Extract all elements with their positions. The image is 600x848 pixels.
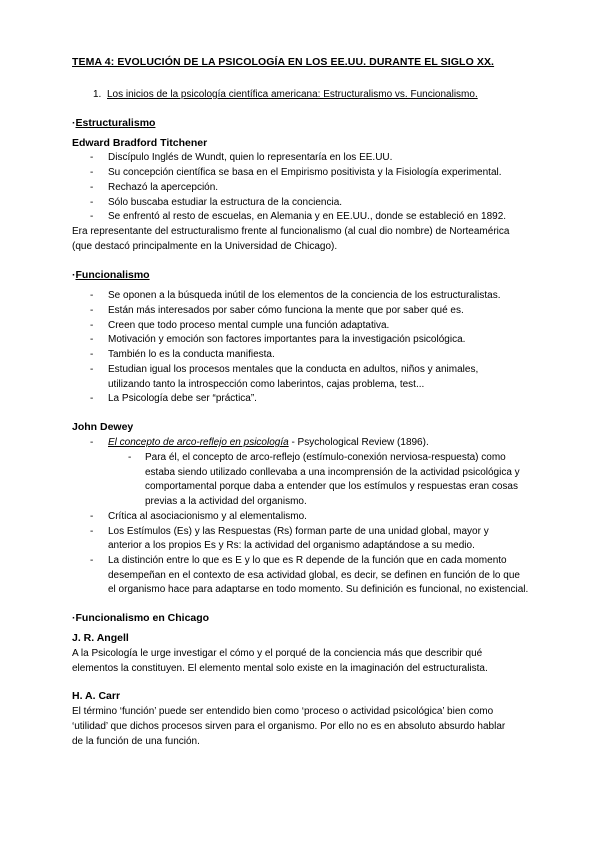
- list-item: También lo es la conducta manifiesta.: [108, 349, 275, 360]
- list-item: Crítica al asociacionismo y al elementalismo.: [108, 511, 307, 522]
- paragraph-line: (que destacó principalmente en la Universidad de Chicago).: [72, 241, 338, 252]
- paragraph-line: de la función de una función.: [72, 736, 200, 747]
- list-number: 1.: [93, 89, 102, 100]
- paragraph-line: A la Psicología le urge investigar el cómo y el porqué de la conciencia más que describir qué: [72, 648, 483, 659]
- sub-list-item-continuation: estaba siendo utilizado conllevaba a una incomprensión de la actividad psicológica y: [145, 467, 520, 478]
- list-item: La Psicología debe ser “práctica”.: [108, 393, 257, 404]
- paragraph-line: ‘utilidad’ que dichos procesos sirven para el organismo. Por ello no es en absoluto absurdo hablar: [72, 721, 506, 732]
- list-item-continuation: el organismo hace para adaptarse en todo momento. Su definición es funcional, no existencial.: [108, 584, 529, 595]
- list-item-continuation: utilizando tanto la introspección como laberintos, cajas problema, test...: [108, 379, 425, 390]
- list-item-continuation: anterior a los propios Es y Rs: la actividad del organismo adaptándose a su medio.: [108, 540, 475, 551]
- section-heading-estructuralismo: ·Estructuralismo: [72, 117, 156, 129]
- section-heading-chicago: ·Funcionalismo en Chicago: [72, 612, 210, 624]
- person-name-titchener: Edward Bradford Titchener: [72, 137, 208, 149]
- list-item: Creen que todo proceso mental cumple una función adaptativa.: [108, 320, 390, 331]
- list-item: Están más interesados por saber cómo funciona la mente que por saber qué es.: [108, 305, 464, 316]
- sub-list-item-continuation: previas a la actividad del organismo.: [145, 496, 307, 507]
- list-item: Los Estímulos (Es) y las Respuestas (Rs) forman parte de una unidad global, mayor y: [108, 526, 489, 537]
- list-item: Se enfrentó al resto de escuelas, en Alemania y en EE.UU., donde se estableció en 1892.: [108, 211, 507, 222]
- numbered-heading: [93, 89, 478, 100]
- list-item-work: El concepto de arco-reflejo en psicología - Psychological Review (1896).: [108, 437, 429, 448]
- numbered-heading-text: Los inicios de la psicología científica americana: Estructuralismo vs. Funcionalismo.: [107, 89, 478, 100]
- section-heading-funcionalismo: ·Funcionalismo: [72, 269, 150, 281]
- sub-list-item: Para él, el concepto de arco-reflejo (estímulo-conexión nerviosa-respuesta) como: [145, 452, 506, 463]
- list-item-continuation: desempeñan en el contexto de esa actividad global, es decir, se definen en función de lo que: [108, 570, 520, 581]
- list-item: Rechazó la apercepción.: [108, 182, 219, 193]
- list-item: Estudian igual los procesos mentales que la conducta en adultos, niños y animales,: [108, 364, 479, 375]
- paragraph-line: El término ‘función’ puede ser entendido bien como ‘proceso o actividad psicológica’ bien como: [72, 706, 494, 717]
- paragraph-line: Era representante del estructuralismo frente al funcionalismo (al cual dio nombre) de Norteamérica: [72, 226, 510, 237]
- list-item: La distinción entre lo que es E y lo que es R depende de la función que en cada momento: [108, 555, 507, 566]
- person-name-angell: J. R. Angell: [72, 632, 129, 644]
- work-title: El concepto de arco-reflejo en psicología: [108, 437, 289, 448]
- list-item: Discípulo Inglés de Wundt, quien lo representaría en los EE.UU.: [108, 152, 393, 163]
- page-title: TEMA 4: EVOLUCIÓN DE LA PSICOLOGÍA EN LOS EE.UU. DURANTE EL SIGLO XX.: [72, 56, 495, 68]
- list-item: Sólo buscaba estudiar la estructura de la conciencia.: [108, 197, 343, 208]
- sub-list-item-continuation: comportamental porque daba a entender que los estímulos y respuestas eran cosas: [145, 481, 518, 492]
- list-item: Su concepción científica se basa en el Empirismo positivista y la Fisiología experimental.: [108, 167, 502, 178]
- list-item: Motivación y emoción son factores importantes para la investigación psicológica.: [108, 334, 466, 345]
- list-item: Se oponen a la búsqueda inútil de los elementos de la conciencia de los estructuralistas.: [108, 290, 501, 301]
- person-name-carr: H. A. Carr: [72, 690, 121, 702]
- paragraph-line: elementos la constituyen. El elemento mental solo existe en la imaginación del estructuralista.: [72, 663, 488, 674]
- document-page: TEMA 4: EVOLUCIÓN DE LA PSICOLOGÍA EN LOS EE.UU. DURANTE EL SIGLO XX. 1. Los inicios de la psicología científica americana: Estructuralismo vs. Funcionalismo. ·Estructuralismo Edward Bradford Titchener - Discípulo Inglés de Wundt, quien lo representaría en los EE.UU. - Su concepción científica se basa en el Empirismo positivista y la Fisiología experimental. - Rechazó la apercepción. - Sólo buscaba estudiar la estructura de la conciencia. - Se enfrentó al resto de escuelas, en Alemania y en EE.UU., donde se estableció en 1892. Era representante del estructuralismo frente al funcionalismo (al cual dio nombre) de Norteamérica (que destacó principalmente en la Universidad de Chicago). ·Funcionalismo - Se oponen a la búsqueda inútil de los elementos de la conciencia de los estructuralistas. - Están más interesados por saber cómo funciona la mente que por saber qué es. - Creen que todo proceso mental cumple una función adaptativa. - Motivación y emoción son factores importantes para la investigación psicológica. - También lo es la conducta manifiesta. - Estudian igual los procesos mentales que la conducta en adultos, niños y animales, utilizando tanto la introspección como laberintos, cajas problema, test... - La Psicología debe ser “práctica”. John Dewey - El concepto de arco-reflejo en psicología - Psychological Review (1896). - Para él, el concepto de arco-reflejo (estímulo-conexión nerviosa-respuesta) como estaba siendo utilizado conllevaba a una incomprensión de la actividad psicológica y comportamental porque daba a entender que los estímulos y respuestas eran cosas previas a la actividad del organismo. - Crítica al asociacionismo y al elementalismo. - Los Estímulos (Es) y las Respuestas (Rs) forman parte de una unidad global, mayor y anterior a los propios Es y Rs: la actividad del organismo adaptándose a su medio. - La distinción entre lo que es E y lo que es R depende de la función que en cada momento desempeñan en el contexto de esa actividad global, es decir, se definen en función de lo que el organismo hace para adaptarse en todo momento. Su definición es funcional, no existencial. ·Funcionalismo en Chicago J. R. Angell A la Psicología le urge investigar el cómo y el porqué de la conciencia más que describir qué elementos la constituyen. El elemento mental solo existe en la imaginación del estructuralista. H. A. Carr El término ‘función’ puede ser entendido bien como ‘proceso o actividad psicológica’ bien como ‘utilidad’ que dichos procesos sirven para el organismo. Por ello no es en absoluto absurdo hablar de la función de una función.: [72, 56, 529, 747]
- person-name-dewey: John Dewey: [72, 421, 134, 433]
